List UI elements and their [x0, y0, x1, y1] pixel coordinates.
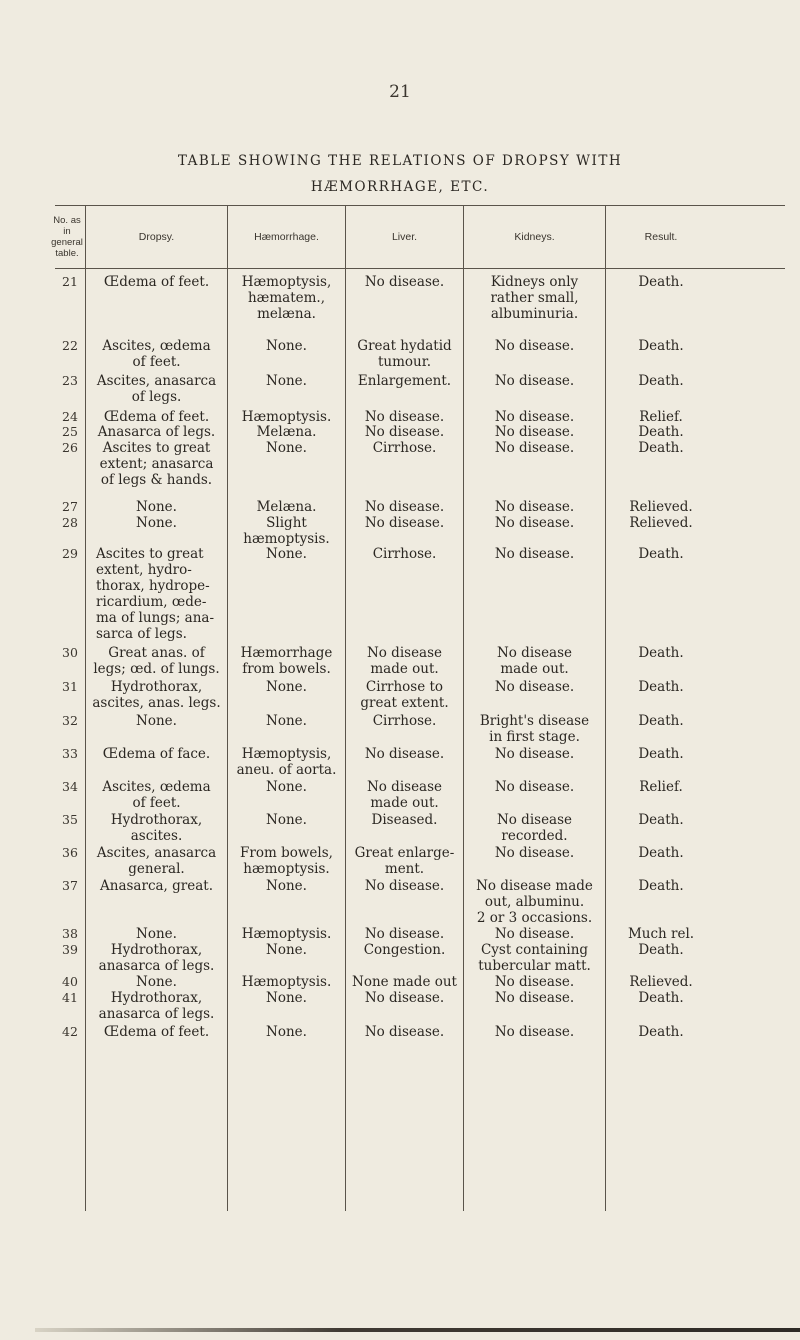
cell-liver: No disease. — [364, 878, 445, 894]
cell-kidneys: No disease made out, albuminu. 2 or 3 occasions. — [476, 878, 593, 926]
dropsy-table — [51, 205, 785, 1211]
cell-haemorrhage: None. — [266, 373, 307, 389]
cell-liver: No disease. — [364, 274, 445, 290]
cell-haemorrhage: None. — [266, 990, 307, 1006]
cell-result: Death. — [638, 713, 684, 729]
cell-dropsy: Hydrothorax, anasarca of legs. — [98, 990, 215, 1022]
cell-result: Death. — [638, 878, 684, 894]
cell-liver: No disease made out. — [366, 779, 443, 811]
cell-haemorrhage: None. — [266, 1024, 307, 1040]
cell-result: Death. — [638, 645, 684, 661]
cell-dropsy: Œdema of feet. — [103, 409, 210, 425]
header-haemorrhage: Hæmorrhage. — [254, 231, 319, 243]
cell-liver: No disease. — [364, 515, 445, 531]
cell-kidneys: Cyst containing tubercular matt. — [478, 942, 591, 974]
cell-kidneys: No disease. — [494, 845, 575, 861]
cell-no: 42 — [62, 1024, 78, 1039]
cell-dropsy: Ascites, œdema of feet. — [102, 338, 211, 370]
cell-dropsy: None. — [136, 974, 177, 990]
cell-dropsy: None. — [136, 515, 177, 531]
cell-kidneys: No disease. — [494, 679, 575, 695]
cell-dropsy: Œdema of feet. — [103, 274, 210, 290]
cell-kidneys: No disease. — [494, 440, 575, 456]
cell-liver: Cirrhose to great extent. — [360, 679, 449, 711]
cell-no: 30 — [62, 645, 78, 660]
cell-haemorrhage: None. — [266, 713, 307, 729]
column-rule — [605, 206, 606, 1211]
cell-kidneys: Kidneys only rather small, albuminuria. — [490, 274, 579, 322]
cell-haemorrhage: Melæna. — [256, 499, 317, 515]
table-title — [60, 148, 740, 200]
cell-liver: Diseased. — [371, 812, 438, 828]
cell-no: 39 — [62, 942, 78, 957]
cell-kidneys: No disease. — [494, 499, 575, 515]
cell-kidneys: No disease made out. — [496, 645, 573, 677]
cell-haemorrhage: None. — [266, 779, 307, 795]
cell-liver: No disease made out. — [366, 645, 443, 677]
cell-result: Death. — [638, 424, 684, 440]
header-liver: Liver. — [391, 231, 418, 243]
cell-kidneys: Bright's disease in first stage. — [479, 713, 590, 745]
cell-dropsy: Great anas. of legs; œd. of lungs. — [93, 645, 220, 677]
header-dropsy: Dropsy. — [138, 231, 175, 243]
cell-dropsy: Ascites, œdema of feet. — [102, 779, 211, 811]
cell-dropsy: None. — [136, 926, 177, 942]
cell-no: 38 — [62, 926, 78, 941]
cell-no: 34 — [62, 779, 78, 794]
cell-result: Relieved. — [629, 515, 693, 531]
cell-result: Death. — [638, 338, 684, 354]
cell-kidneys: No disease. — [494, 546, 575, 562]
cell-no: 25 — [62, 424, 78, 439]
cell-dropsy: Ascites to great extent, hydro- thorax, hydrope- ricardium, œde- ma of lungs; ana- sarca of legs. — [96, 546, 215, 642]
cell-result: Much rel. — [627, 926, 695, 942]
cell-no: 33 — [62, 746, 78, 761]
cell-no: 36 — [62, 845, 78, 860]
cell-liver: Congestion. — [363, 942, 446, 958]
cell-kidneys: No disease. — [494, 515, 575, 531]
cell-result: Relieved. — [629, 974, 693, 990]
column-rule — [227, 206, 228, 1211]
cell-no: 40 — [62, 974, 78, 989]
cell-liver: No disease. — [364, 746, 445, 762]
cell-liver: Cirrhose. — [372, 440, 437, 456]
cell-liver: Enlargement. — [357, 373, 452, 389]
cell-kidneys: No disease. — [494, 1024, 575, 1040]
cell-liver: Great hydatid tumour. — [357, 338, 452, 370]
table-title-line-1: TABLE SHOWING THE RELATIONS OF DROPSY WITH — [177, 153, 623, 169]
cell-liver: No disease. — [364, 424, 445, 440]
cell-dropsy: Anasarca of legs. — [97, 424, 216, 440]
cell-dropsy: None. — [136, 499, 177, 515]
cell-liver: No disease. — [364, 990, 445, 1006]
cell-haemorrhage: Hæmorrhage from bowels. — [240, 645, 333, 677]
cell-no: 24 — [62, 409, 78, 424]
cell-kidneys: No disease. — [494, 424, 575, 440]
page-number: 21 — [389, 82, 411, 102]
cell-dropsy: Hydrothorax, ascites, anas. legs. — [92, 679, 221, 711]
cell-result: Relief. — [639, 779, 683, 795]
cell-kidneys: No disease. — [494, 746, 575, 762]
cell-no: 31 — [62, 679, 78, 694]
cell-kidneys: No disease. — [494, 373, 575, 389]
cell-liver: No disease. — [364, 926, 445, 942]
cell-dropsy: Œdema of face. — [102, 746, 211, 762]
cell-liver: Cirrhose. — [372, 713, 437, 729]
cell-result: Death. — [638, 845, 684, 861]
cell-result: Death. — [638, 942, 684, 958]
cell-kidneys: No disease. — [494, 338, 575, 354]
cell-liver: No disease. — [364, 1024, 445, 1040]
cell-result: Death. — [638, 274, 684, 290]
cell-haemorrhage: None. — [266, 942, 307, 958]
cell-haemorrhage: None. — [266, 440, 307, 456]
cell-result: Relieved. — [629, 499, 693, 515]
cell-haemorrhage: None. — [266, 338, 307, 354]
cell-haemorrhage: Hæmoptysis, hæmatem., melæna. — [241, 274, 332, 322]
header-no: No. as in general table. — [51, 215, 83, 259]
cell-no: 23 — [62, 373, 78, 388]
column-rule — [463, 206, 464, 1211]
cell-result: Death. — [638, 990, 684, 1006]
cell-no: 41 — [62, 990, 78, 1005]
cell-haemorrhage: From bowels, hæmoptysis. — [240, 845, 333, 877]
cell-dropsy: Anasarca, great. — [100, 878, 213, 894]
cell-result: Death. — [638, 812, 684, 828]
cell-haemorrhage: Hæmoptysis. — [241, 409, 332, 425]
cell-haemorrhage: None. — [266, 878, 307, 894]
cell-liver: No disease. — [364, 499, 445, 515]
cell-result: Death. — [638, 746, 684, 762]
cell-no: 35 — [62, 812, 78, 827]
cell-liver: Great enlarge- ment. — [354, 845, 455, 877]
cell-kidneys: No disease. — [494, 926, 575, 942]
cell-kidneys: No disease. — [494, 779, 575, 795]
cell-no: 27 — [62, 499, 78, 514]
cell-result: Death. — [638, 373, 684, 389]
cell-haemorrhage: None. — [266, 812, 307, 828]
cell-no: 28 — [62, 515, 78, 530]
cell-no: 26 — [62, 440, 78, 455]
cell-kidneys: No disease recorded. — [496, 812, 573, 844]
cell-haemorrhage: Hæmoptysis. — [241, 926, 332, 942]
header-rule — [55, 268, 785, 269]
header-result: Result. — [644, 231, 678, 243]
cell-kidneys: No disease. — [494, 409, 575, 425]
cell-dropsy: Hydrothorax, ascites. — [110, 812, 203, 844]
cell-no: 37 — [62, 878, 78, 893]
cell-dropsy: None. — [136, 713, 177, 729]
cell-haemorrhage: Hæmoptysis, aneu. of aorta. — [236, 746, 337, 778]
cell-no: 32 — [62, 713, 78, 728]
page-edge-shadow — [35, 1328, 800, 1332]
cell-result: Death. — [638, 440, 684, 456]
cell-haemorrhage: Hæmoptysis. — [241, 974, 332, 990]
cell-kidneys: No disease. — [494, 974, 575, 990]
table-title-line-2: HÆMORRHAGE, ETC. — [310, 179, 490, 195]
cell-dropsy: Hydrothorax, anasarca of legs. — [98, 942, 215, 974]
cell-kidneys: No disease. — [494, 990, 575, 1006]
cell-result: Relief. — [639, 409, 683, 425]
cell-liver: No disease. — [364, 409, 445, 425]
cell-liver: None made out — [352, 974, 457, 990]
cell-result: Death. — [638, 1024, 684, 1040]
cell-haemorrhage: Melæna. — [256, 424, 317, 440]
header-kidneys: Kidneys. — [514, 231, 555, 243]
cell-result: Death. — [638, 546, 684, 562]
cell-dropsy: Ascites, anasarca of legs. — [96, 373, 217, 405]
cell-liver: Cirrhose. — [372, 546, 437, 562]
cell-no: 22 — [62, 338, 78, 353]
cell-result: Death. — [638, 679, 684, 695]
cell-dropsy: Ascites, anasarca general. — [96, 845, 217, 877]
cell-haemorrhage: Slight hæmoptysis. — [243, 515, 330, 547]
cell-dropsy: Œdema of feet. — [103, 1024, 210, 1040]
cell-haemorrhage: None. — [266, 546, 307, 562]
cell-no: 29 — [62, 546, 78, 561]
cell-dropsy: Ascites to great extent; anasarca of legs & hands. — [99, 440, 214, 488]
cell-haemorrhage: None. — [266, 679, 307, 695]
cell-no: 21 — [62, 274, 78, 289]
